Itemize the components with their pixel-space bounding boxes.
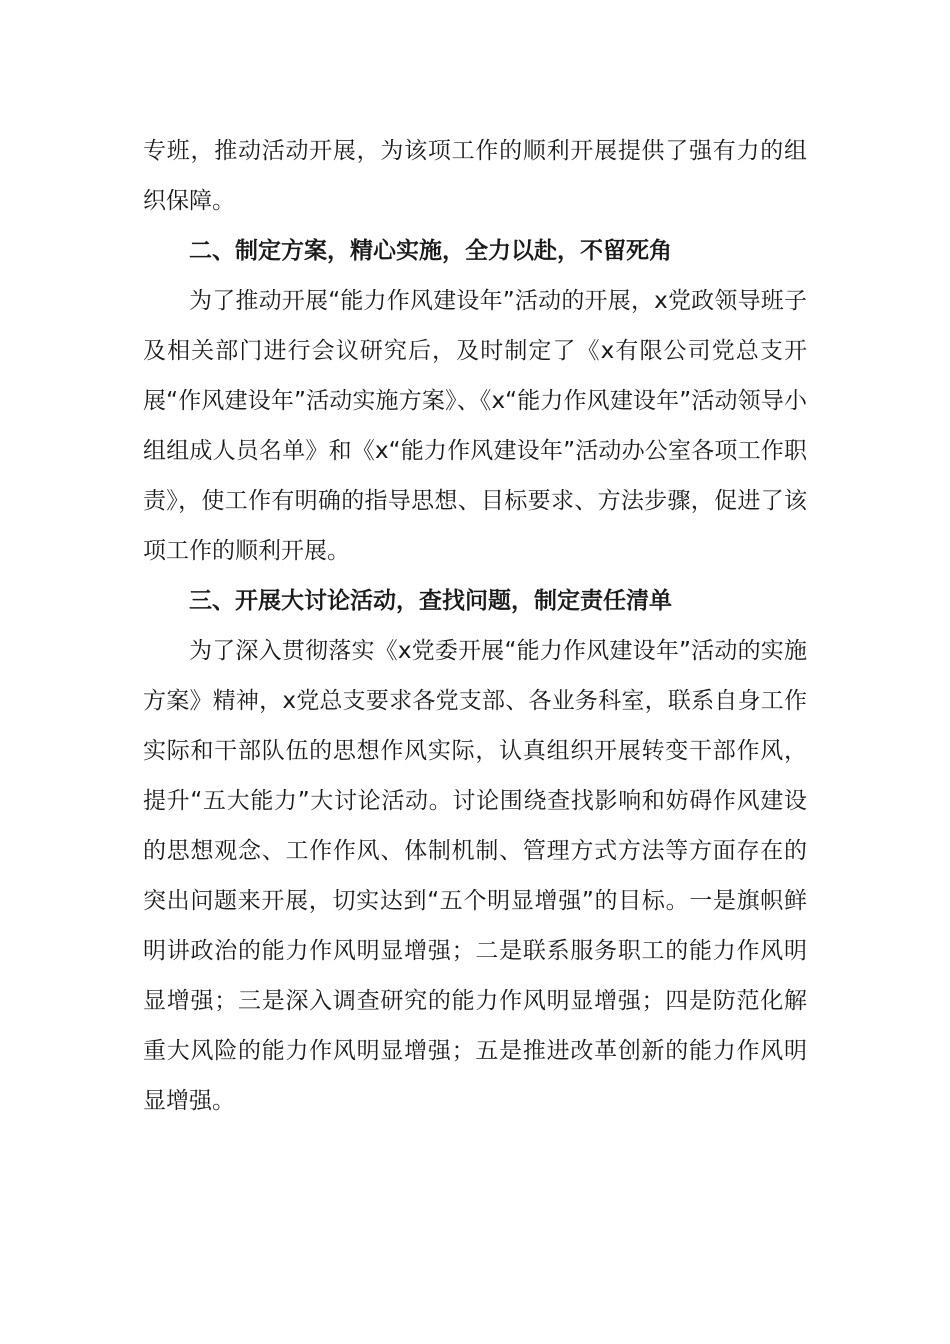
section-heading-3: 三、开展大讨论活动，查找问题，制定责任清单 <box>189 588 672 614</box>
section-heading-2: 二、制定方案，精心实施，全力以赴，不留死角 <box>189 238 672 264</box>
document-body <box>143 126 807 1126</box>
paragraph-continuation: 专班，推动活动开展，为该项工作的顺利开展提供了强有力的组织保障。 <box>143 138 807 214</box>
paragraph-discussion: 为了深入贯彻落实《x党委开展“能力作风建设年”活动的实施方案》精神，x党总支要求各党支部、各业务科室，联系自身工作实际和干部队伍的思想作风实际，认真组织开展转变干部作风，提升“五大能力”大讨论活动。讨论围绕查找影响和妨碍作风建设的思想观念、工作作风、体制机制、管理方式方法等方面存在的突出问题来开展，切实达到“五个明显增强”的目标。一是旗帜鲜明讲政治的能力作风明显增强；二是联系服务职工的能力作风明显增强；三是深入调查研究的能力作风明显增强；四是防范化解重大风险的能力作风明显增强；五是推进改革创新的能力作风明显增强。 <box>143 638 807 1114</box>
paragraph-plan: 为了推动开展“能力作风建设年”活动的开展，x党政领导班子及相关部门进行会议研究后，及时制定了《x有限公司党总支开展“作风建设年”活动实施方案》、《x“能力作风建设年”活动领导小组组成人员名单》和《x“能力作风建设年”活动办公室各项工作职责》，使工作有明确的指导思想、目标要求、方法步骤，促进了该项工作的顺利开展。 <box>143 288 807 564</box>
